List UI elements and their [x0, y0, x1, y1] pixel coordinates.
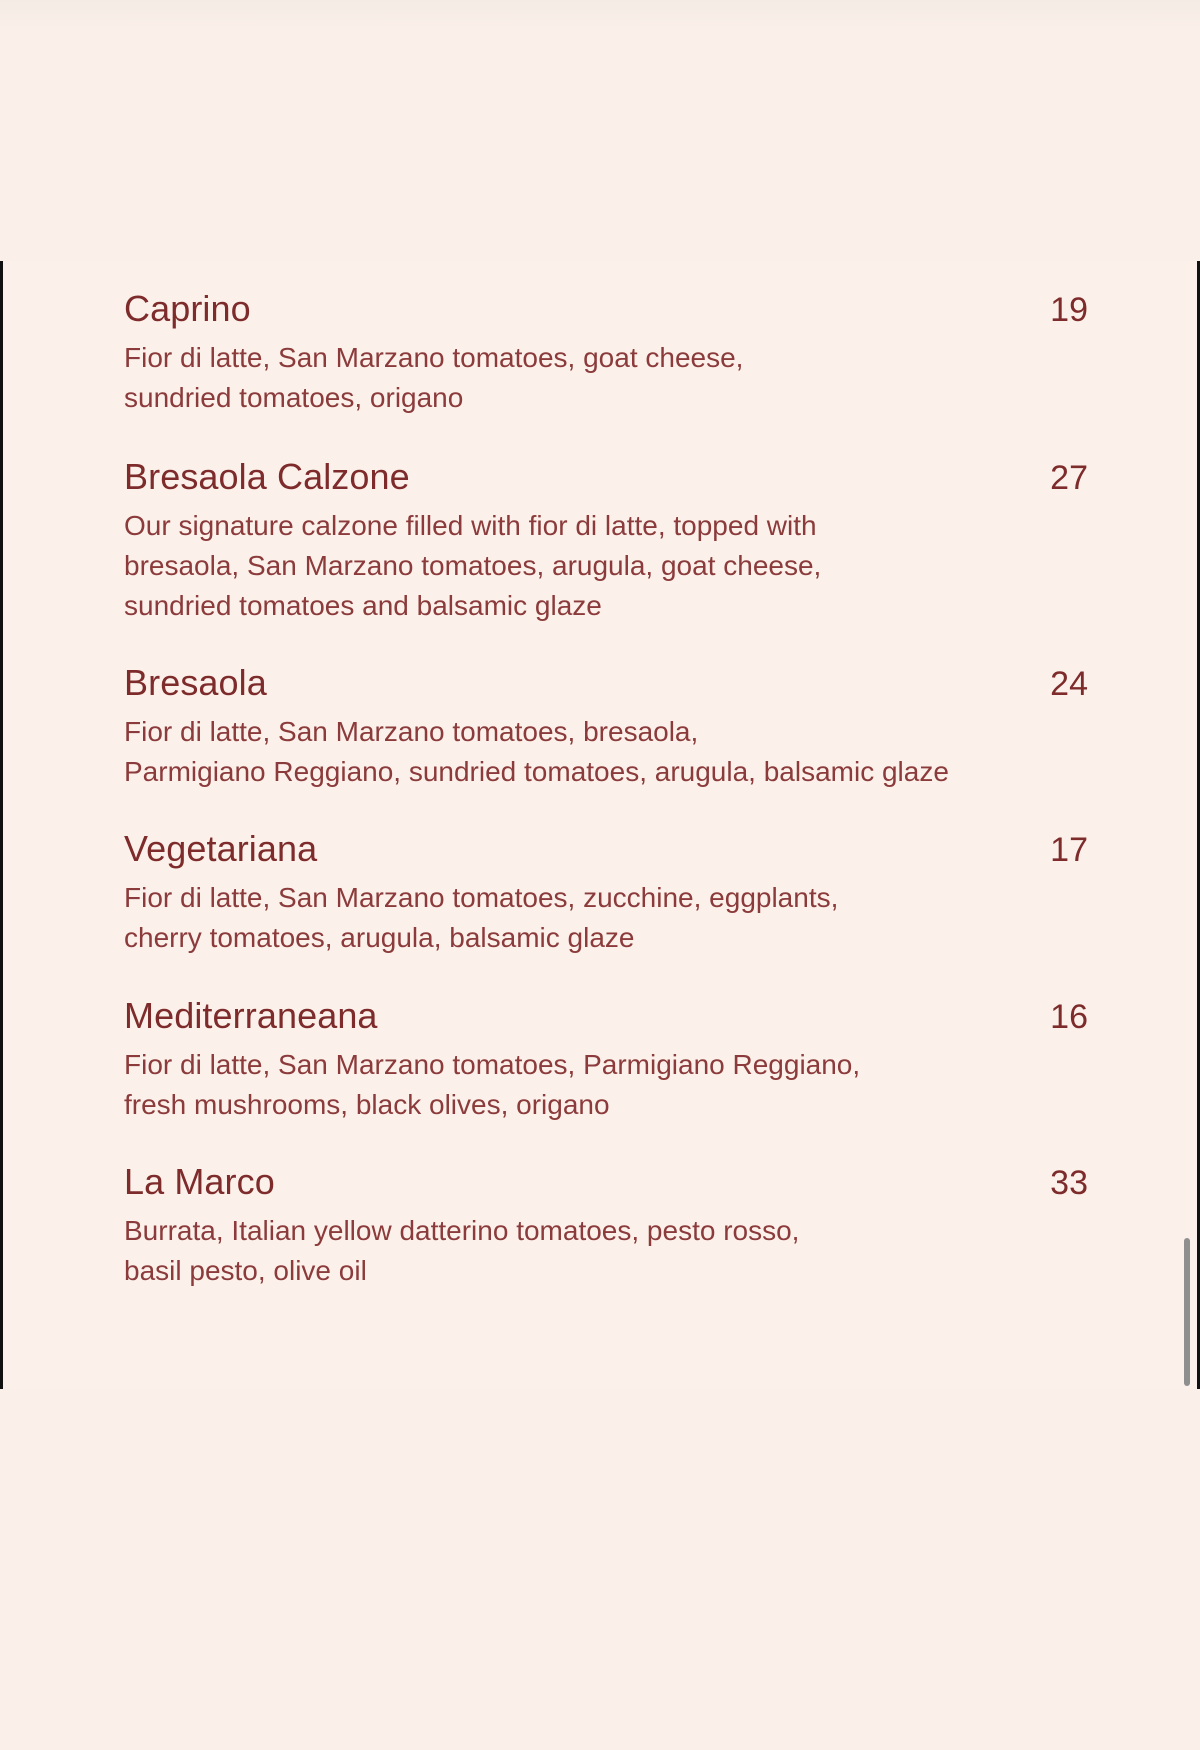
menu-item-name: Bresaola	[124, 662, 267, 703]
menu-item-description: Fior di latte, San Marzano tomatoes, bresaola, Parmigiano Reggiano, sundried tomatoes, arugula, balsamic glaze	[124, 716, 949, 787]
menu-item-header	[124, 1158, 1088, 1207]
menu-item-header	[124, 992, 1088, 1041]
menu-item-price: 19	[1050, 291, 1088, 329]
top-background	[0, 0, 1200, 30]
menu-item-vegetariana	[124, 825, 1088, 958]
menu-item-price: 17	[1050, 831, 1088, 869]
menu-item-header	[124, 453, 1088, 502]
menu-item-bresaola	[124, 659, 1088, 792]
menu-item-description: Fior di latte, San Marzano tomatoes, Parmigiano Reggiano, fresh mushrooms, black olives, origano	[124, 1049, 861, 1120]
menu-item-name: Bresaola Calzone	[124, 456, 410, 497]
menu-item-bresaola-calzone	[124, 453, 1088, 626]
menu-item-description: Our signature calzone filled with fior di latte, topped with bresaola, San Marzano tomatoes, arugula, goat cheese, sundried tomatoes and balsamic glaze	[124, 510, 822, 621]
menu-item-header	[124, 825, 1088, 874]
menu-item-price: 33	[1050, 1164, 1088, 1202]
menu-item-description: Fior di latte, San Marzano tomatoes, goat cheese, sundried tomatoes, origano	[124, 342, 744, 413]
menu-item-price: 16	[1050, 998, 1088, 1036]
menu-item-price: 27	[1050, 459, 1088, 497]
menu-item-name: Mediterraneana	[124, 995, 378, 1036]
menu-panel[interactable]	[0, 261, 1200, 1389]
menu-list	[124, 285, 1088, 1291]
menu-item-header	[124, 285, 1088, 334]
menu-item-name: Vegetariana	[124, 828, 318, 869]
menu-item-header	[124, 659, 1088, 708]
menu-item-name: La Marco	[124, 1161, 275, 1202]
menu-item-description: Fior di latte, San Marzano tomatoes, zucchine, eggplants, cherry tomatoes, arugula, balsamic glaze	[124, 882, 839, 953]
menu-item-la-marco	[124, 1158, 1088, 1291]
menu-item-description: Burrata, Italian yellow datterino tomatoes, pesto rosso, basil pesto, olive oil	[124, 1215, 800, 1286]
menu-item-mediterraneana	[124, 992, 1088, 1125]
scrollbar-thumb[interactable]	[1184, 1238, 1190, 1386]
menu-item-price: 24	[1050, 665, 1088, 703]
menu-item-caprino	[124, 285, 1088, 418]
menu-item-name: Caprino	[124, 288, 251, 329]
